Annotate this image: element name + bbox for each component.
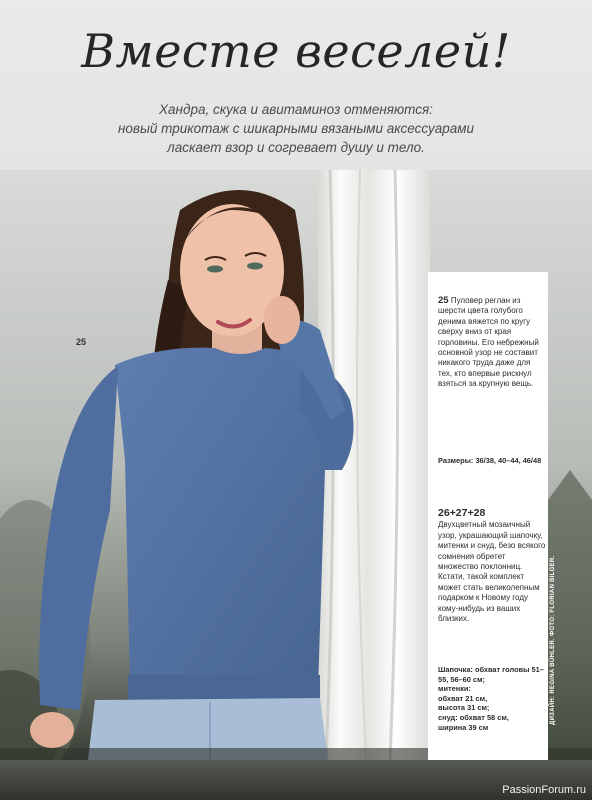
sizes-line: ширина 39 см <box>438 722 489 732</box>
item-25-sizes: Размеры: 36/38, 40–44, 46/48 <box>438 456 542 465</box>
sizes-line: Шапочка: обхват головы 51–55, 56–60 см; <box>438 665 544 684</box>
sizes-line: обхват 21 см, <box>438 693 488 703</box>
site-watermark: PassionForum.ru <box>502 784 586 796</box>
item-26-caption <box>438 508 546 624</box>
subline <box>70 100 522 157</box>
item-25-caption <box>438 296 546 390</box>
item-26-description: Двухцветный мозаичный узор, украшающий шапочку, митенки и снуд, безо всякого сомнения обретет множество поклонниц. Кстати, такой комплект может стать великолепным подарком к Новому году кому-нибудь из ваших близких. <box>438 520 546 624</box>
subline-line-2: новый трикотаж с шикарными вязаными аксессуарами <box>118 121 474 136</box>
item-26-number: 26+27+28 <box>438 507 486 519</box>
item-25-description: Пуловер реглан из шерсти цвета голубого денима вяжется по кругу сверху вниз от края горловины. Его небрежный основной узор не составит никакого труда даже для тех, кто впервые рискнул взяться за крупную вещь. <box>438 296 539 389</box>
sizes-line: высота 31 см; <box>438 703 490 713</box>
page-marker: 25 <box>76 337 87 347</box>
item-26-sizes <box>438 665 546 732</box>
item-25-number: 25 <box>438 295 449 306</box>
subline-line-1: Хандра, скука и авитаминоз отменяются: <box>159 102 433 117</box>
subline-line-3: ласкает взор и согревает душу и тело. <box>167 140 425 155</box>
headline: Вместе веселей! <box>81 24 511 78</box>
photo-credit: ДИЗАЙН: REGINA BÜHLER. ФОТО: FLORIAN BILGER. <box>550 555 556 725</box>
sizes-line: митенки: <box>438 684 471 694</box>
sizes-line: снуд: обхват 58 см, <box>438 712 509 722</box>
